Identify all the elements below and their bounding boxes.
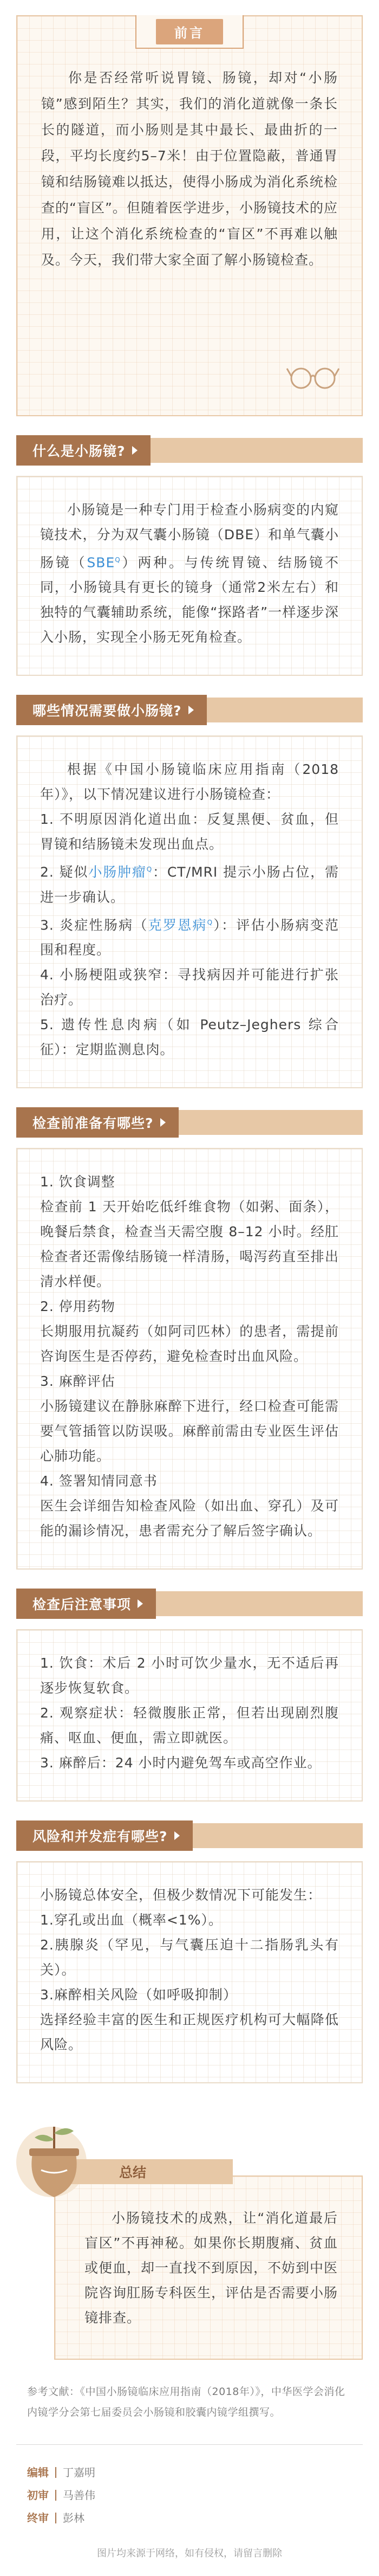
paragraph (40, 1751, 339, 1776)
text-run: 5. 遗传性息肉病（如 Peutz–Jeghers 综合征）：定期监测息肉。 (40, 1016, 339, 1057)
intro-card (16, 15, 363, 416)
arrow-right-icon (188, 706, 194, 714)
image-source-note: 图片均来源于网络，如有侵权，请留言删除 (97, 2547, 282, 2559)
section-title-text: 检查后注意事项 (32, 1596, 132, 1612)
section-header (16, 1818, 363, 1854)
search-icon[interactable]: Q (207, 918, 213, 926)
text-run: 3. 炎症性肠病（ (40, 916, 148, 933)
arrow-right-icon (138, 1599, 143, 1608)
section-title (16, 695, 207, 725)
paragraph (40, 498, 339, 650)
section-body (16, 735, 363, 1088)
section-header (16, 1105, 363, 1140)
summary-text: 小肠镜技术的成熟，让“消化道最后盲区”不再神秘。如果你长期腹痛、贫血或便血，却一直找不到原因，不妨到中医院咨询肛肠专科医生，评估是否需要小肠镜排查。 (84, 2210, 338, 2326)
section-title-text: 什么是小肠镜? (32, 443, 126, 459)
intro-section (0, 0, 379, 416)
references-label: 参考文献： (27, 2385, 80, 2398)
paragraph (40, 910, 339, 963)
text-run: 1.穿孔或出血（概率<1%）。 (40, 1912, 223, 1928)
paragraph (40, 1933, 339, 1983)
paragraph (40, 1195, 339, 1294)
text-run: 4. 小肠梗阻或狭窄：寻找病因并可能进行扩张治疗。 (40, 966, 339, 1008)
text-run: 检查前 1 天开始吃低纤维食物（如粥、面条），晚餐后禁食，检查当天需空腹 8–12 小时。经肛检查者还需像结肠镜一样清肠，喝泻药直至排出清水样便。 (40, 1198, 339, 1289)
text-run: 1. 饮食：术后 2 小时可饮少量水，无不适后再逐步恢复软食。 (40, 1655, 339, 1696)
paragraph (40, 857, 339, 909)
section-title (16, 1107, 179, 1138)
search-icon[interactable]: Q (146, 866, 153, 874)
search-icon[interactable]: Q (115, 556, 121, 564)
glasses-icon (286, 361, 340, 391)
credits (27, 2461, 363, 2529)
text-run: 2. 观察症状：轻微腹胀正常，但若出现剧烈腹痛、呕血、便血，需立即就医。 (40, 1705, 339, 1746)
credit-separator (55, 2467, 56, 2478)
text-run: 3. 麻醉后：24 小时内避免驾车或高空作业。 (40, 1754, 322, 1771)
text-run: 2. 疑似 (40, 864, 89, 880)
text-run: 根据《中国小肠镜临床应用指南（2018年）》，以下情况建议进行小肠镜检查： (40, 761, 339, 803)
paragraph (40, 1494, 339, 1544)
section-body (16, 1148, 363, 1570)
section-body (16, 1629, 363, 1802)
intro-text: 你是否经常听说胃镜、肠镜，却对“小肠镜”感到陌生？其实，我们的消化道就像一条长长的隧道，而小肠则是其中最长、最曲折的一段，平均长度约5–7米！由于位置隐蔽，普通胃镜和结肠镜难以抵达，使得小肠成为消化系统检查的“盲区”。但随着医学进步，小肠镜技术的应用，让这个消化系统检查的“盲区”不再难以触及。今天，我们带大家全面了解小肠镜检查。 (41, 70, 338, 268)
section-title-text: 哪些情况需要做小肠镜? (32, 703, 182, 719)
section-header (16, 432, 363, 468)
text-run: 1. 饮食调整 (40, 1173, 115, 1190)
credit-role: 编辑 (27, 2465, 49, 2479)
section-title (16, 1589, 156, 1619)
text-run: 3.麻醉相关风险（如呼吸抑制） (40, 1986, 237, 2003)
text-run: 3. 麻醉评估 (40, 1373, 115, 1389)
keyword-link[interactable]: 克罗恩病 (148, 916, 207, 933)
credit-row (27, 2484, 363, 2507)
paragraph (40, 1319, 339, 1369)
text-run: 小肠镜建议在静脉麻醉下进行，经口检查可能需要气管插管以防误吸。麻醉前需由专业医生评估心肺功能。 (40, 1398, 339, 1464)
paragraph (40, 1908, 339, 1933)
credit-name: 彭林 (63, 2511, 84, 2525)
paragraph (40, 1701, 339, 1751)
paragraph (40, 807, 339, 857)
paragraph (40, 1170, 339, 1195)
paragraph (40, 1983, 339, 2007)
section-body (16, 476, 363, 676)
paragraph (40, 757, 339, 807)
section-prep (0, 1105, 379, 1570)
credit-row (27, 2461, 363, 2484)
text-run: 2.胰腺炎（罕见，与气囊压迫十二指肠乳头有关）。 (40, 1936, 339, 1978)
credit-separator (55, 2513, 56, 2523)
paragraph (40, 2007, 339, 2057)
text-run: ）：评估小肠病变范围和程度。 (40, 916, 339, 958)
paragraph (40, 1369, 339, 1394)
credit-role: 终审 (27, 2511, 49, 2525)
text-run: 4. 签署知情同意书 (40, 1473, 158, 1489)
text-run: 长期服用抗凝药（如阿司匹林）的患者，需提前咨询医生是否停药，避免检查时出血风险。 (40, 1323, 339, 1364)
section-title-text: 检查前准备有哪些? (32, 1115, 154, 1131)
paragraph (40, 1012, 339, 1062)
credit-separator (55, 2490, 56, 2501)
credit-row (27, 2507, 363, 2529)
keyword-link[interactable]: SBE (87, 554, 115, 571)
section-title (16, 1820, 193, 1851)
intro-title: 前言 (156, 19, 223, 44)
summary-title: 总结 (54, 2159, 233, 2184)
sections-container (0, 432, 379, 2083)
herb-pot-icon (22, 2121, 87, 2203)
summary-card (54, 2175, 363, 2360)
section-after (0, 1586, 379, 1802)
credit-name: 马善伟 (63, 2488, 95, 2502)
text-run: 小肠镜是一种专门用于检查小肠病变的内窥镜技术，分为双气囊小肠镜（DBE）和单气囊小肠镜（ (40, 502, 339, 571)
section-who (0, 692, 379, 1088)
section-title (16, 435, 151, 466)
paragraph (40, 1469, 339, 1494)
text-run: 医生会详细告知检查风险（如出血、穿孔）及可能的漏诊情况，患者需充分了解后签字确认。 (40, 1497, 339, 1539)
section-risk (0, 1818, 379, 2083)
section-header (16, 1586, 363, 1622)
text-run: ：CT/MRI 提示小肠占位，需进一步确认。 (40, 864, 339, 905)
paragraph (40, 1394, 339, 1469)
text-run: 小肠镜总体安全，但极少数情况下可能发生： (40, 1887, 322, 1903)
paragraph (40, 1651, 339, 1701)
references-text: 《中国小肠镜临床应用指南（2018年）》，中华医学会消化内镜学分会第七届委员会小肠镜和胶囊内镜学组撰写。 (27, 2385, 345, 2418)
arrow-right-icon (160, 1118, 166, 1127)
summary-section (16, 2105, 363, 2360)
section-body (16, 1861, 363, 2083)
section-what (0, 432, 379, 676)
section-header (16, 692, 363, 728)
references (16, 2381, 363, 2445)
credit-role: 初审 (27, 2488, 49, 2502)
section-title-text: 风险和并发症有哪些? (32, 1828, 168, 1844)
arrow-right-icon (132, 446, 138, 455)
text-run: 1. 不明原因消化道出血：反复黑便、贫血，但胃镜和结肠镜未发现出血点。 (40, 811, 339, 853)
intro-title-box (135, 15, 244, 49)
text-run: 选择经验丰富的医生和正规医疗机构可大幅降低风险。 (40, 2011, 339, 2052)
paragraph (40, 1294, 339, 1319)
credit-name: 丁嘉明 (63, 2465, 95, 2479)
paragraph (40, 1883, 339, 1908)
arrow-right-icon (174, 1831, 180, 1840)
text-run: 2. 停用药物 (40, 1298, 115, 1314)
paragraph (40, 963, 339, 1012)
text-run: ）两种。与传统胃镜、结肠镜不同，小肠镜具有更长的镜身（通常2米左右）和独特的气囊辅助系统，能像“探路者”一样逐步深入小肠，实现全小肠无死角检查。 (40, 554, 339, 645)
keyword-link[interactable]: 小肠肿瘤 (88, 864, 147, 880)
